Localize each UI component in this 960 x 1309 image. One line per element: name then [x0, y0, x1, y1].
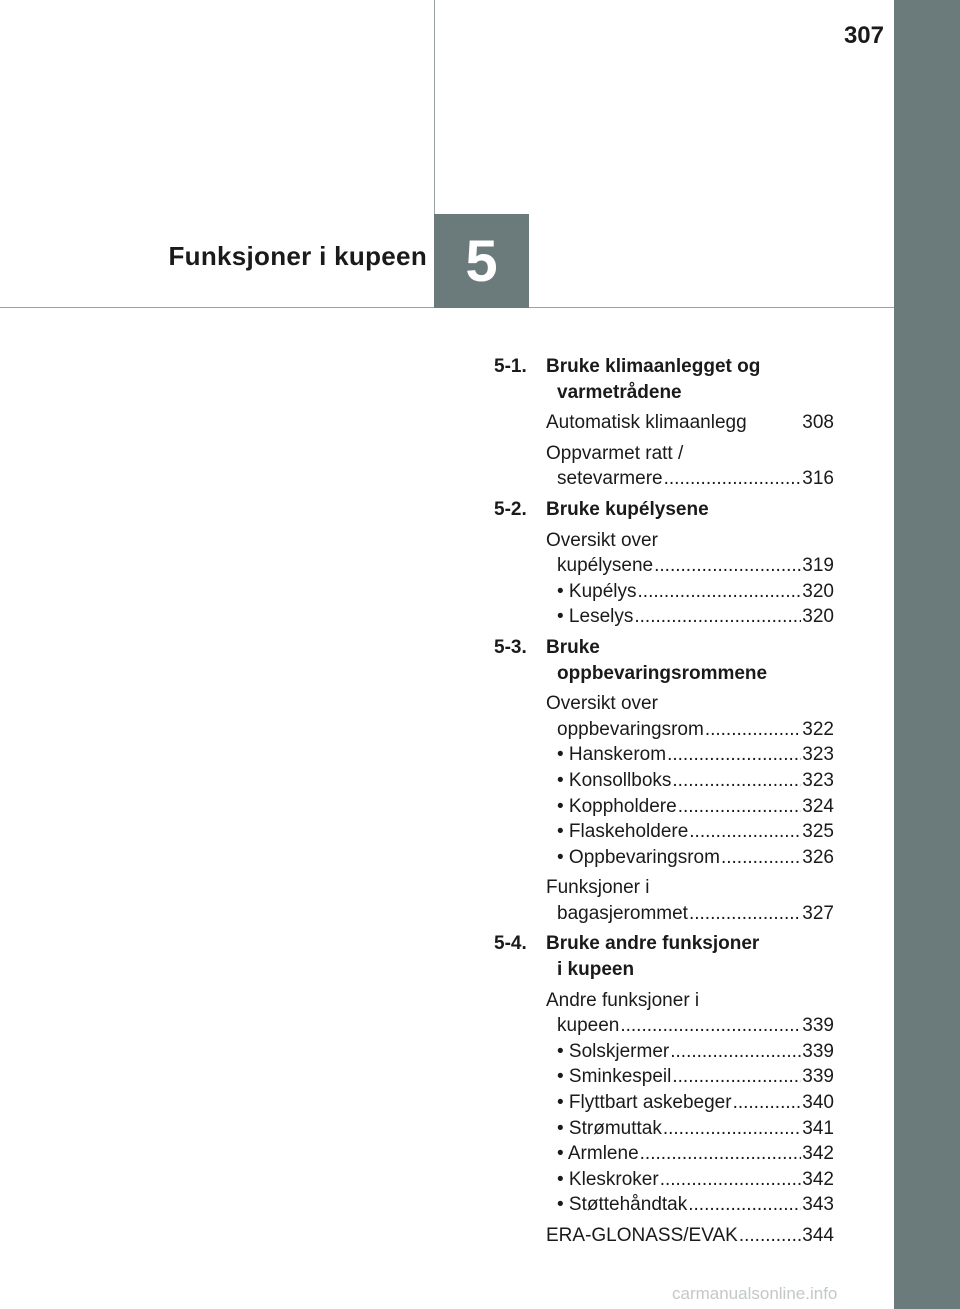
- entry-label-line1: Funksjoner i: [546, 877, 650, 899]
- chapter-number-box: [434, 214, 529, 308]
- entry-label: kupélysene: [557, 555, 654, 577]
- section-number: 5-2.: [494, 498, 527, 520]
- toc-subentry[interactable]: • Flaskeholdere ..... 325: [546, 819, 834, 845]
- toc-subentry[interactable]: • Flyttbart askebeger ..... 340: [546, 1090, 834, 1116]
- toc-section-5-3: [494, 635, 834, 927]
- entry-label: ERA-GLONASS/EVAK: [546, 1225, 738, 1246]
- section-number: 5-4.: [494, 933, 527, 955]
- page-number: 307: [843, 22, 884, 49]
- toc-subentry[interactable]: • Koppholdere ..... 324: [546, 794, 834, 820]
- entry-page: 322: [802, 718, 834, 740]
- entry-page: 316: [802, 468, 834, 490]
- toc-subentry[interactable]: • Støttehåndtak ..... 343: [546, 1192, 834, 1218]
- toc-entry[interactable]: [546, 875, 834, 926]
- divider-vertical: [434, 0, 435, 214]
- entry-label: setevarmere: [557, 468, 663, 490]
- entry-label-line1: Oppvarmet ratt /: [546, 442, 684, 464]
- section-heading[interactable]: [494, 354, 834, 405]
- entry-page: 308: [802, 412, 834, 434]
- section-number: 5-1.: [494, 356, 527, 377]
- table-of-contents: [494, 354, 834, 1254]
- entry-label: bagasjerommet: [557, 902, 688, 924]
- section-heading[interactable]: [494, 931, 834, 982]
- toc-section-5-2: [494, 497, 834, 630]
- chapter-side-tab: [894, 0, 960, 1309]
- toc-subentry[interactable]: • Kupélys ..... 320: [546, 579, 834, 605]
- toc-entry[interactable]: [546, 988, 834, 1218]
- chapter-number: 5: [465, 228, 498, 294]
- dot-leader: [664, 466, 802, 492]
- toc-subentry[interactable]: • Strømuttak ..... 341: [546, 1116, 834, 1142]
- toc-section-5-4: [494, 931, 834, 1248]
- toc-subentry[interactable]: • Armlene ..... 342: [546, 1141, 834, 1167]
- toc-entry[interactable]: [546, 528, 834, 630]
- toc-entry[interactable]: [546, 410, 834, 436]
- toc-entry[interactable]: [546, 441, 834, 492]
- toc-subentry[interactable]: • Kleskroker ..... 342: [546, 1167, 834, 1193]
- entry-label: Automatisk klimaanlegg: [546, 412, 747, 434]
- toc-subentry[interactable]: • Solskjermer ..... 339: [546, 1039, 834, 1065]
- dot-leader: [705, 717, 801, 743]
- section-title: Bruke kupélysene: [546, 498, 709, 520]
- toc-subentry[interactable]: • Sminkespeil ..... 339: [546, 1064, 834, 1090]
- entry-page: 344: [802, 1225, 834, 1246]
- toc-subentry[interactable]: • Oppbevaringsrom ..... 326: [546, 845, 834, 871]
- entry-label-line1: Oversikt over: [546, 529, 658, 551]
- entry-label: kupeen: [557, 1015, 620, 1037]
- entry-label: oppbevaringsrom: [557, 718, 704, 740]
- entry-label-line1: Andre funksjoner i: [546, 989, 700, 1011]
- dot-leader: [739, 1223, 801, 1249]
- entry-label-line1: Oversikt over: [546, 693, 658, 715]
- dot-leader: [654, 553, 801, 579]
- toc-entry[interactable]: [546, 691, 834, 870]
- toc-subentry[interactable]: • Leselys ..... 320: [546, 604, 834, 630]
- section-heading[interactable]: [494, 497, 834, 523]
- toc-entry[interactable]: [546, 1223, 834, 1249]
- section-title: Bruke klimaanlegget og varmetrådene: [546, 356, 761, 403]
- chapter-title: Funksjoner i kupeen: [168, 241, 427, 271]
- entry-page: 339: [802, 1015, 834, 1037]
- section-number: 5-3.: [494, 636, 527, 658]
- section-title: Bruke oppbevaringsrommene: [546, 636, 768, 684]
- watermark: carmanualsonline.info: [672, 1284, 838, 1303]
- entry-page: 327: [802, 902, 834, 924]
- toc-subentry[interactable]: • Konsollboks ..... 323: [546, 768, 834, 794]
- entry-page: 319: [802, 555, 834, 577]
- toc-section-5-1: [494, 354, 834, 492]
- dot-leader: [620, 1013, 801, 1039]
- section-title: Bruke andre funksjoner i kupeen: [546, 933, 760, 981]
- dot-leader: [689, 901, 801, 927]
- toc-subentry[interactable]: • Hanskerom ..... 323: [546, 742, 834, 768]
- section-heading[interactable]: [494, 635, 834, 686]
